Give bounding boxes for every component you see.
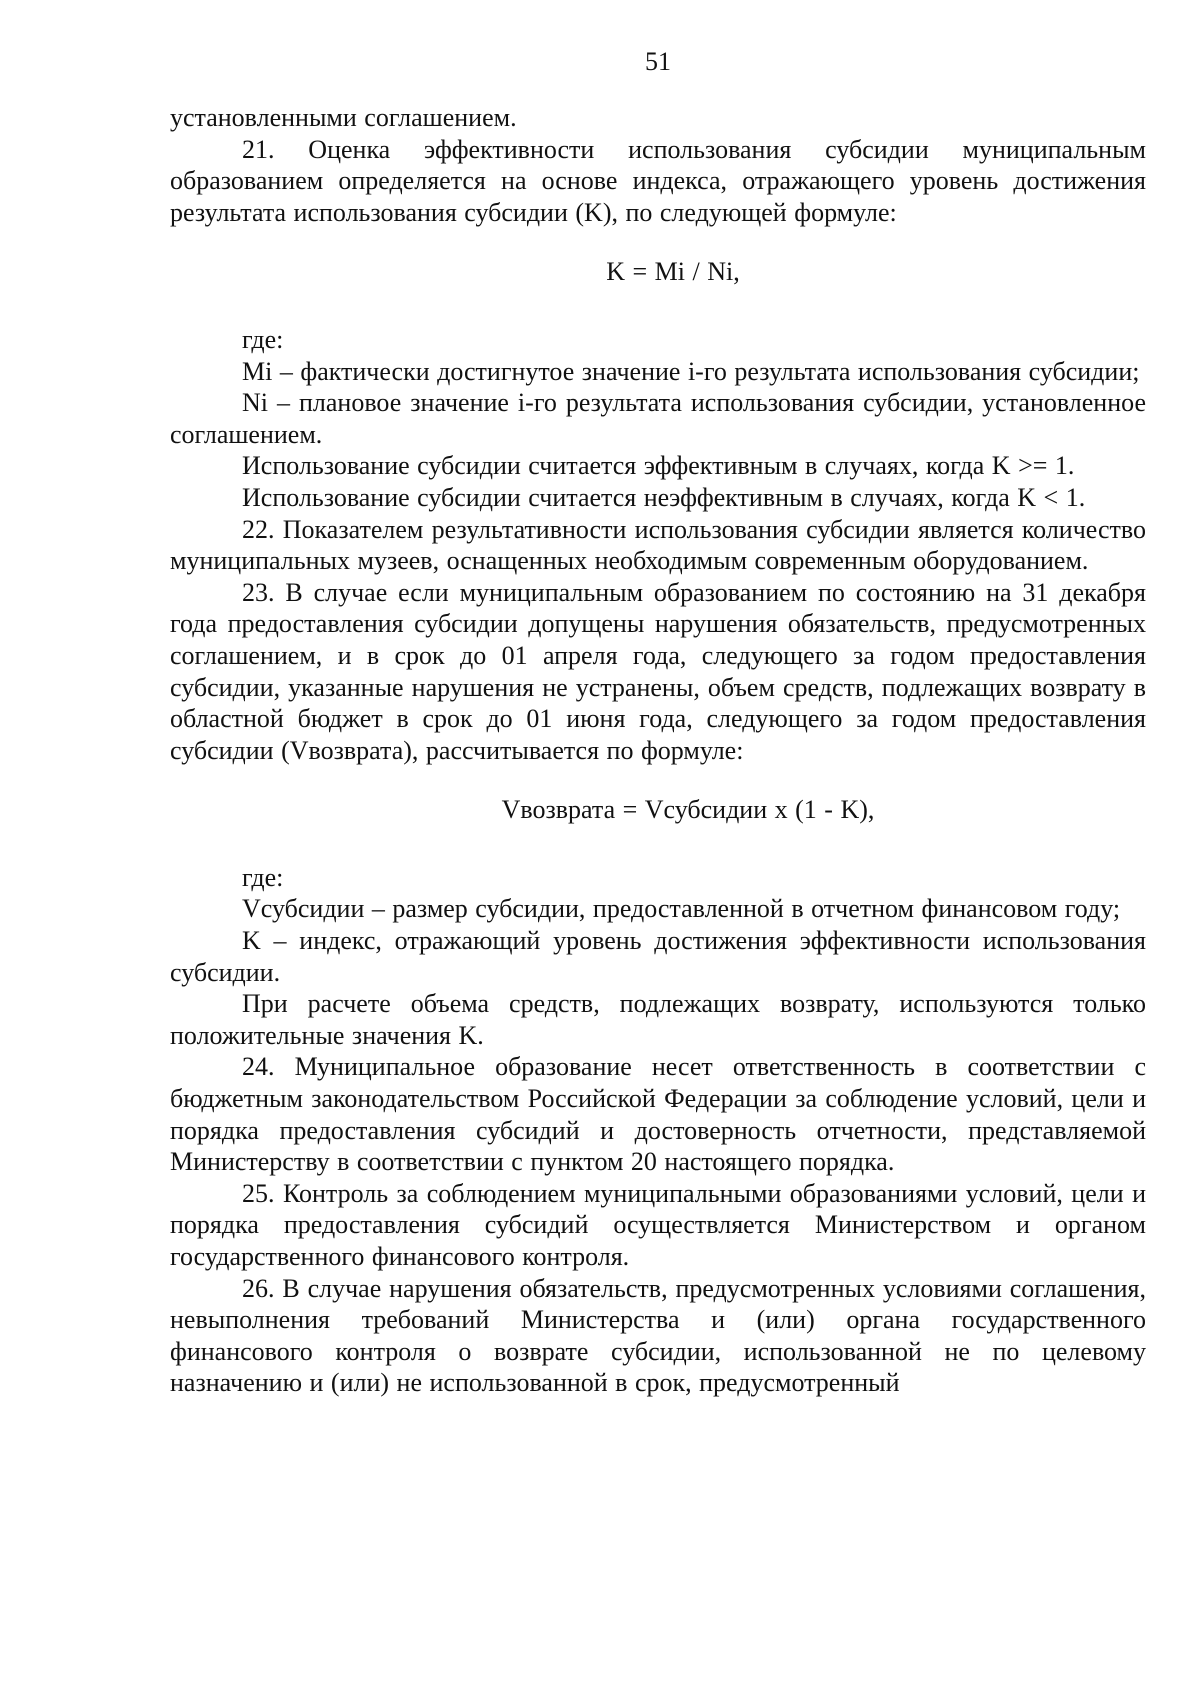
- definition-k: K – индекс, отражающий уровень достижения эффективности использования субсидии.: [170, 926, 1146, 987]
- paragraph-21: 21. Оценка эффективности использования субсидии муниципальным образованием определяется на основе индекса, отражающего уровень достижения результата использования субсидии (K), по следующей формуле:: [170, 134, 1146, 227]
- paragraph-23: 23. В случае если муниципальным образованием по состоянию на 31 декабря года предоставления субсидии допущены нарушения обязательств, предусмотренных соглашением, и в срок до 01 апреля года, следующего за годом предоставления субсидии, указанные нарушения не устранены, объем средств, подлежащих возврату в областной бюджет в срок до 01 июня года, следующего за годом предоставления субсидии (Vвозврата), рассчитывается по формуле:: [170, 577, 1146, 765]
- paragraph-25: 25. Контроль за соблюдением муниципальными образованиями условий, цели и порядка предоставления субсидий осуществляется Министерством и органом государственного финансового контроля.: [170, 1178, 1146, 1271]
- definition-ni: Ni – плановое значение i-го результата использования субсидии, установленное соглашением.: [170, 388, 1146, 449]
- where-label-2: где:: [242, 862, 284, 892]
- ineffective-condition: Использование субсидии считается неэффективным в случаях, когда K < 1.: [242, 482, 1086, 512]
- effective-condition: Использование субсидии считается эффективным в случаях, когда K >= 1.: [242, 451, 1075, 481]
- paragraph-22: 22. Показателем результативности использования субсидии является количество муниципальных музеев, оснащенных необходимым современным оборудованием.: [170, 514, 1146, 576]
- positive-values-note: При расчете объема средств, подлежащих возврату, используются только положительные значения K.: [170, 989, 1146, 1050]
- paragraph-continuation: установленными соглашением.: [170, 103, 517, 132]
- formula-v-return: Vвозврата = Vсубсидии x (1 - K),: [501, 795, 875, 825]
- formula-k: K = Mi / Ni,: [606, 257, 740, 287]
- where-label: где:: [242, 324, 284, 354]
- definition-v-subsidy: Vсубсидии – размер субсидии, предоставленной в отчетном финансовом году;: [242, 894, 1121, 924]
- paragraph-26: 26. В случае нарушения обязательств, предусмотренных условиями соглашения, невыполнения требований Министерства и (или) органа государственного финансового контроля о возврате субсидии, использованной не по целевому назначению и (или) не использованной в срок, предусмотренный: [170, 1273, 1146, 1398]
- definition-mi: Mi – фактически достигнутое значение i-го результата использования субсидии;: [242, 356, 1140, 386]
- page-number: 51: [645, 47, 671, 76]
- document-page: [170, 46, 1146, 1666]
- paragraph-24: 24. Муниципальное образование несет ответственность в соответствии с бюджетным законодательством Российской Федерации за соблюдение условий, цели и порядка предоставления субсидий и достоверность отчетности, представляемой Министерству в соответствии с пунктом 20 настоящего порядка.: [170, 1052, 1146, 1177]
